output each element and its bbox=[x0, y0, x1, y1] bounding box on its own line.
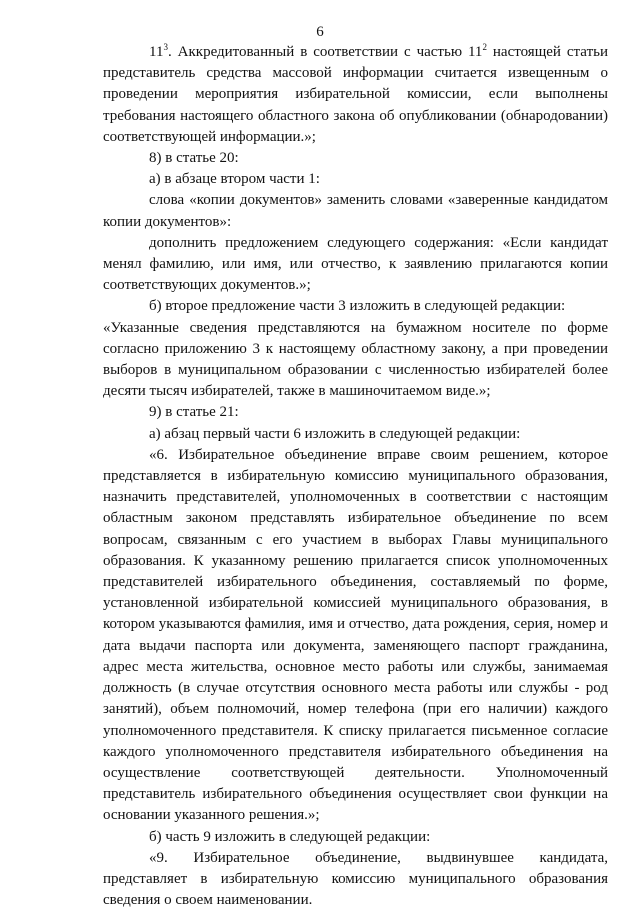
item-superscript: 3 bbox=[163, 42, 168, 52]
paragraph-part-9: «9. Избирательное объединение, выдвинувшее кандидата, представляет в избирательную комиссию муниципального образования сведения о своем наименовании. bbox=[103, 849, 608, 909]
paragraph-text-rest: настоящей статьи представитель средства массовой информации считается извещенным о проведении мероприятия избирательной комиссии, если выполнены требования настоящего областного закона об опубликовании (обнародовании) соответствующей информации.»; bbox=[103, 44, 608, 145]
document-body bbox=[103, 42, 608, 911]
paragraph-text: . Аккредитованный в соответствии с частью 11 bbox=[167, 44, 483, 60]
reference-superscript: 2 bbox=[482, 42, 487, 52]
paragraph-accreditation bbox=[103, 42, 608, 148]
paragraph-item-b: б) второе предложение части 3 изложить в следующей редакции: bbox=[149, 298, 566, 315]
paragraph-quoted-info: «Указанные сведения представляются на бумажном носителе по форме согласно приложению 3 к настоящему областному закону, а при проведении выборов в муниципальном образовании с численностью избирателей более десяти тысяч избирателей, также в машиночитаемом виде.»; bbox=[103, 319, 608, 400]
page-number: 6 bbox=[316, 24, 324, 40]
paragraph-item-a-21: а) абзац первый части 6 изложить в следующей редакции: bbox=[149, 425, 521, 442]
paragraph-article-21: 9) в статье 21: bbox=[149, 404, 239, 421]
paragraph-item-a: а) в абзаце втором части 1: bbox=[149, 171, 320, 188]
item-number: 11 bbox=[149, 44, 164, 60]
paragraph-part-6: «6. Избирательное объединение вправе своим решением, которое представляется в избирательную комиссию муниципального образования, назначить представителей, уполномоченных в соответствии с настоящим областным законом представлять избирательное объединение по всем вопросам, связанным с его участием в выборах Главы муниципального образования. К указанному решению прилагается список уполномоченных представителей избирательного объединения, составляемый по форме, установленной избирательной комиссией муниципального образования, в котором указываются фамилия, имя и отчество, дата рождения, серия, номер и дата выдачи паспорта или документа, заменяющего паспорт гражданина, адрес места жительства, основное место работы или службы, занимаемая должность (в случае отсутствия основного места работы или службы - род занятий), объем полномочий, номер телефона (при его наличии) каждого уполномоченного представителя. К списку прилагается письменное согласие каждого уполномоченного представителя избирательного объединения на осуществление соответствующей деятельности. Уполномоченный представитель избирательного объединения осуществляет свои функции на основании указанного решения.»; bbox=[103, 446, 608, 824]
paragraph-add-sentence: дополнить предложением следующего содержания: «Если кандидат менял фамилию, или имя, или отчество, к заявлению прилагаются копии соответствующих документов.»; bbox=[103, 234, 608, 294]
paragraph-item-b-21: б) часть 9 изложить в следующей редакции: bbox=[149, 828, 431, 845]
paragraph-replace-words: слова «копии документов» заменить словами «заверенные кандидатом копии документов»: bbox=[103, 192, 608, 230]
paragraph-article-20: 8) в статье 20: bbox=[149, 150, 239, 167]
